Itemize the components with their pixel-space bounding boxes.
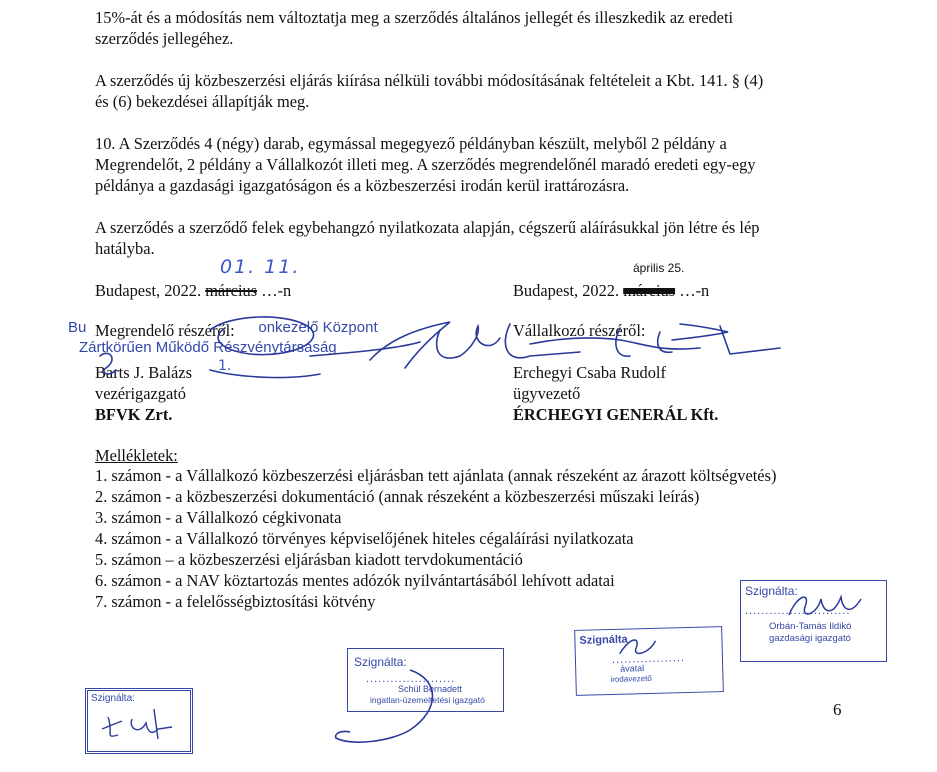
attachment-item: 1. számon - a Vállalkozó közbeszerzési eljárásban tett ajánlata (annak részeként az árazott költségvetés) [95,466,777,485]
attachment-item: 4. számon - a Vállalkozó törvényes képviselőjének hiteles cégaláírási nyilatkozata [95,529,634,548]
company-stamp-line-2: Zártkörűen Működő Részvénytársaság [79,339,337,356]
right-handwritten-date: április 25. [633,261,685,275]
paragraph-3-line-3: példánya a gazdasági igazgatóságon és a közbeszerzési irodán kerül irattározásra. [95,176,630,195]
right-signatory-name: Erchegyi Csaba Rudolf [513,363,666,382]
left-signatory-name: Barts J. Balázs [95,363,192,382]
attachment-item: 5. számon – a közbeszerzési eljárásban kiadott tervdokumentáció [95,550,523,569]
stamp-name: Schül Bernadett [398,684,463,694]
left-date-line [95,280,291,301]
stamp-label: Szignálta: [91,693,135,704]
paragraph-3-line-2: Megrendelőt, 2 példány a Vállalkozót illeti meg. A szerződés megrendelőnél maradó eredeti egy-egy [95,155,756,174]
initials-scribble [615,630,676,662]
left-party-label: Megrendelő részéről: [95,321,235,340]
initials-scribble [92,699,188,747]
initials-stamp-bottom-left [85,688,193,754]
paragraph-4-line-1: A szerződés a szerződő felek egybehangzó nyilatkozata alapján, cégszerű aláírásukkal jön létre és lép [95,218,760,237]
right-date-struck-month: március [623,281,676,300]
stamp-label: Szignálta: [354,655,407,669]
paragraph-1-line-1: 15%-át és a módosítás nem változtatja meg a szerződés általános jellegét és illeszkedik az eredeti [95,8,734,27]
attachment-item: 3. számon - a Vállalkozó cégkivonata [95,508,342,527]
right-date-prefix: Budapest, 2022. [513,281,620,300]
stamp-role: ingatlan-üzemeltetési igazgató [370,695,485,705]
initials-scribble [330,660,463,750]
paragraph-3-line-1: 10. A Szerződés 4 (négy) darab, egymással megegyező példányban készült, melyből 2 példány a [95,134,727,153]
attachment-item: 6. számon - a NAV köztartozás mentes adózók nyilvántartásából lehívott adatai [95,571,615,590]
right-party-label: Vállalkozó részéről: [513,321,646,340]
left-handwritten-date: 01. 11. [220,256,301,278]
paragraph-1-line-2: szerződés jellegéhez. [95,29,234,48]
left-date-prefix: Budapest, 2022. [95,281,202,300]
paragraph-2-line-2: és (6) bekezdései állapítják meg. [95,92,310,111]
paragraph-2-line-1: A szerződés új közbeszerzési eljárás kiírása nélküli további módosításának feltételeit a Kbt. 141. § (4) [95,71,764,90]
stamp-role: irodavezető [610,673,652,685]
right-date-suffix: …-n [679,281,710,300]
left-date-suffix: …-n [261,281,292,300]
stamp-name: ávatal [620,663,645,674]
initials-stamp-facility-director: Szignálta: ...................... Schül Bernadett ingatlan-üzemeltetési igazgató [347,648,504,712]
page-number: 6 [833,700,842,719]
left-company-name: BFVK Zrt. [95,405,173,424]
stamp-role: gazdasági igazgató [769,633,851,644]
right-company-name: ÉRCHEGYI GENERÁL Kft. [513,405,719,424]
right-signatory-title: ügyvezető [513,384,581,403]
handwritten-signatures [60,308,800,388]
left-date-struck-month: március [205,281,258,300]
initials-scribble [781,585,881,625]
left-signatory-title: vezérigazgató [95,384,186,403]
company-stamp-line-1: Bu onkezelő Központ [68,319,378,336]
handwritten-number: 1. [218,358,232,374]
initials-stamp-financial-director: Szignálta: .......................... Orbán-Tamás Ildikó gazdasági igazgató [740,580,887,662]
right-date-line [513,280,709,301]
stamp-name: Orbán-Tamás Ildikó [769,621,852,632]
stamp-label: Szignálta: [745,584,798,598]
initials-stamp-office-head: Szignálta .................. ávatal irodavezető [574,626,724,696]
attachment-item: 7. számon - a felelősségbiztosítási kötvény [95,592,376,611]
attachment-item: 2. számon - a közbeszerzési dokumentáció (annak részeként a közbeszerzési műszaki leírás) [95,487,700,506]
attachments-heading: Mellékletek: [95,446,178,465]
stamp-label: Szignálta [579,633,628,647]
paragraph-4-line-2: hatályba. [95,239,155,258]
